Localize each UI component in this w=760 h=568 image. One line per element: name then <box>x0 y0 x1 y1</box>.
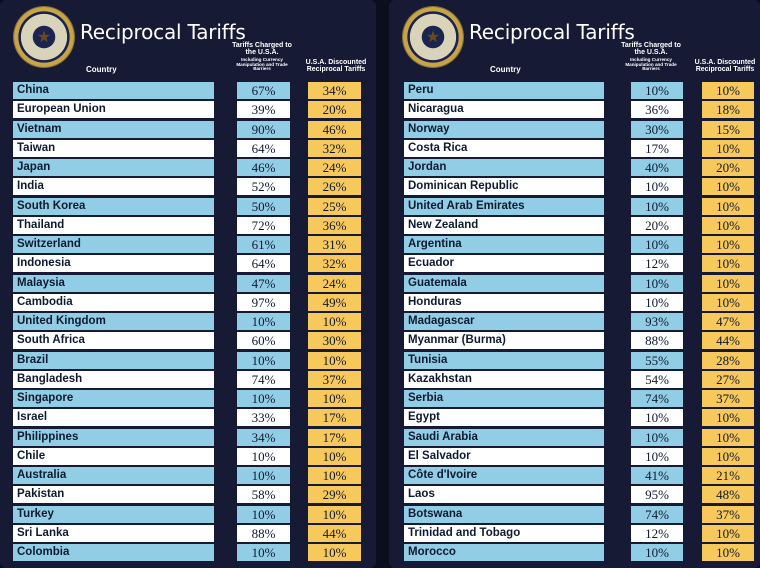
discounted-tariff-cell: 26% <box>308 178 361 195</box>
table-row <box>389 352 760 369</box>
charged-tariff-cell: 30% <box>631 121 683 138</box>
column-header-charged-sub: Including Currency Manipulation and Trade Barriers <box>236 56 288 72</box>
country-cell: Côte d'Ivoire <box>404 467 604 484</box>
country-cell: New Zealand <box>404 217 604 234</box>
charged-tariff-cell: 10% <box>631 429 683 446</box>
discounted-tariff-cell: 10% <box>308 313 361 330</box>
table-row <box>389 140 760 157</box>
column-header-discounted: U.S.A. Discounted Reciprocal Tariffs <box>305 59 367 74</box>
discounted-tariff-cell: 37% <box>308 371 361 388</box>
charged-tariff-cell: 10% <box>237 506 290 523</box>
table-row <box>0 236 376 253</box>
discounted-tariff-cell: 10% <box>702 294 754 311</box>
country-cell: Bangladesh <box>13 371 214 388</box>
table-row <box>389 236 760 253</box>
discounted-tariff-cell: 15% <box>702 121 754 138</box>
country-cell: Kazakhstan <box>404 371 604 388</box>
country-cell: Sri Lanka <box>13 525 214 542</box>
discounted-tariff-cell: 30% <box>308 332 361 349</box>
table-row <box>389 294 760 311</box>
charged-tariff-cell: 10% <box>631 448 683 465</box>
table-row <box>0 313 376 330</box>
table-row <box>389 486 760 503</box>
charged-tariff-cell: 10% <box>631 236 683 253</box>
charged-tariff-cell: 39% <box>237 101 290 118</box>
discounted-tariff-cell: 21% <box>702 467 754 484</box>
discounted-tariff-cell: 10% <box>702 198 754 215</box>
presidential-seal-icon: ★ <box>403 7 463 67</box>
tariff-panel-left <box>0 0 376 568</box>
discounted-tariff-cell: 34% <box>308 82 361 99</box>
discounted-tariff-cell: 28% <box>702 352 754 369</box>
country-cell: European Union <box>13 101 214 118</box>
country-cell: Brazil <box>13 352 214 369</box>
country-cell: Norway <box>404 121 604 138</box>
table-row <box>389 467 760 484</box>
country-cell: Chile <box>13 448 214 465</box>
charged-tariff-cell: 17% <box>631 140 683 157</box>
country-cell: United Kingdom <box>13 313 214 330</box>
country-cell: Malaysia <box>13 275 214 292</box>
table-row <box>389 82 760 99</box>
discounted-tariff-cell: 24% <box>308 275 361 292</box>
charged-tariff-cell: 74% <box>631 506 683 523</box>
charged-tariff-cell: 10% <box>237 313 290 330</box>
discounted-tariff-cell: 48% <box>702 486 754 503</box>
charged-tariff-cell: 47% <box>237 275 290 292</box>
table-row <box>389 255 760 272</box>
discounted-tariff-cell: 46% <box>308 121 361 138</box>
page-title: Reciprocal Tariffs <box>80 20 246 44</box>
table-row <box>0 217 376 234</box>
table-row <box>389 159 760 176</box>
discounted-tariff-cell: 10% <box>308 448 361 465</box>
discounted-tariff-cell: 10% <box>308 352 361 369</box>
table-row <box>389 390 760 407</box>
table-row <box>0 467 376 484</box>
country-cell: Colombia <box>13 544 214 561</box>
charged-tariff-cell: 64% <box>237 140 290 157</box>
charged-tariff-cell: 10% <box>237 467 290 484</box>
country-cell: Taiwan <box>13 140 214 157</box>
charged-tariff-cell: 10% <box>631 275 683 292</box>
table-row <box>0 198 376 215</box>
discounted-tariff-cell: 10% <box>702 525 754 542</box>
country-cell: Costa Rica <box>404 140 604 157</box>
table-row <box>389 313 760 330</box>
discounted-tariff-cell: 10% <box>308 506 361 523</box>
charged-tariff-cell: 12% <box>631 255 683 272</box>
country-cell: Philippines <box>13 429 214 446</box>
page-title: Reciprocal Tariffs <box>469 20 635 44</box>
table-row <box>0 101 376 118</box>
discounted-tariff-cell: 20% <box>702 159 754 176</box>
country-cell: Morocco <box>404 544 604 561</box>
table-row <box>389 217 760 234</box>
table-row <box>0 429 376 446</box>
discounted-tariff-cell: 10% <box>702 409 754 426</box>
country-cell: Singapore <box>13 390 214 407</box>
column-header-charged: Tariffs Charged to the U.S.A. Including Currency Manipulation and Trade Barriers <box>617 42 685 72</box>
table-row <box>0 486 376 503</box>
charged-tariff-cell: 41% <box>631 467 683 484</box>
country-cell: United Arab Emirates <box>404 198 604 215</box>
column-header-country: Country <box>86 65 117 74</box>
charged-tariff-cell: 72% <box>237 217 290 234</box>
charged-tariff-cell: 95% <box>631 486 683 503</box>
table-row <box>0 390 376 407</box>
table-row <box>0 409 376 426</box>
table-row <box>389 332 760 349</box>
column-header-charged-sub: Including Currency Manipulation and Trade Barriers <box>625 56 677 72</box>
discounted-tariff-cell: 47% <box>702 313 754 330</box>
charged-tariff-cell: 50% <box>237 198 290 215</box>
country-cell: Dominican Republic <box>404 178 604 195</box>
country-cell: Nicaragua <box>404 101 604 118</box>
table-row <box>0 275 376 292</box>
table-row <box>0 371 376 388</box>
charged-tariff-cell: 10% <box>237 352 290 369</box>
country-cell: Jordan <box>404 159 604 176</box>
table-row <box>0 448 376 465</box>
table-row <box>389 101 760 118</box>
table-row <box>389 275 760 292</box>
table-row <box>389 429 760 446</box>
charged-tariff-cell: 20% <box>631 217 683 234</box>
discounted-tariff-cell: 10% <box>702 544 754 561</box>
charged-tariff-cell: 88% <box>631 332 683 349</box>
country-cell: El Salvador <box>404 448 604 465</box>
table-row <box>389 198 760 215</box>
table-row <box>0 121 376 138</box>
discounted-tariff-cell: 18% <box>702 101 754 118</box>
country-cell: Myanmar (Burma) <box>404 332 604 349</box>
table-row <box>0 294 376 311</box>
table-row <box>0 159 376 176</box>
charged-tariff-cell: 10% <box>631 82 683 99</box>
charged-tariff-cell: 64% <box>237 255 290 272</box>
discounted-tariff-cell: 10% <box>702 140 754 157</box>
discounted-tariff-cell: 37% <box>702 390 754 407</box>
discounted-tariff-cell: 44% <box>308 525 361 542</box>
table-row <box>0 506 376 523</box>
country-cell: Honduras <box>404 294 604 311</box>
country-cell: Ecuador <box>404 255 604 272</box>
discounted-tariff-cell: 32% <box>308 140 361 157</box>
table-row <box>0 352 376 369</box>
charged-tariff-cell: 97% <box>237 294 290 311</box>
country-cell: Guatemala <box>404 275 604 292</box>
charged-tariff-cell: 10% <box>631 294 683 311</box>
charged-tariff-cell: 10% <box>631 544 683 561</box>
country-cell: Japan <box>13 159 214 176</box>
charged-tariff-cell: 10% <box>631 178 683 195</box>
country-cell: Thailand <box>13 217 214 234</box>
charged-tariff-cell: 46% <box>237 159 290 176</box>
discounted-tariff-cell: 10% <box>702 82 754 99</box>
discounted-tariff-cell: 44% <box>702 332 754 349</box>
charged-tariff-cell: 58% <box>237 486 290 503</box>
charged-tariff-cell: 12% <box>631 525 683 542</box>
table-row <box>0 544 376 561</box>
table-row <box>389 544 760 561</box>
discounted-tariff-cell: 31% <box>308 236 361 253</box>
table-row <box>389 506 760 523</box>
tariff-panel-right <box>389 0 760 568</box>
discounted-tariff-cell: 10% <box>308 544 361 561</box>
charged-tariff-cell: 61% <box>237 236 290 253</box>
country-cell: Egypt <box>404 409 604 426</box>
country-cell: China <box>13 82 214 99</box>
country-cell: Switzerland <box>13 236 214 253</box>
table-row <box>0 82 376 99</box>
table-row <box>0 332 376 349</box>
table-row <box>389 525 760 542</box>
column-header-charged: Tariffs Charged to the U.S.A. Including Currency Manipulation and Trade Barriers <box>228 42 296 72</box>
discounted-tariff-cell: 17% <box>308 429 361 446</box>
table-row <box>0 178 376 195</box>
column-header-discounted: U.S.A. Discounted Reciprocal Tariffs <box>694 59 756 74</box>
country-cell: Pakistan <box>13 486 214 503</box>
table-row <box>389 409 760 426</box>
country-cell: Australia <box>13 467 214 484</box>
discounted-tariff-cell: 10% <box>702 178 754 195</box>
table-row <box>0 525 376 542</box>
table-row <box>389 371 760 388</box>
charged-tariff-cell: 34% <box>237 429 290 446</box>
discounted-tariff-cell: 29% <box>308 486 361 503</box>
charged-tariff-cell: 54% <box>631 371 683 388</box>
charged-tariff-cell: 10% <box>631 409 683 426</box>
discounted-tariff-cell: 10% <box>308 390 361 407</box>
country-cell: Indonesia <box>13 255 214 272</box>
discounted-tariff-cell: 10% <box>308 467 361 484</box>
discounted-tariff-cell: 10% <box>702 448 754 465</box>
charged-tariff-cell: 93% <box>631 313 683 330</box>
table-row <box>0 255 376 272</box>
country-cell: India <box>13 178 214 195</box>
country-cell: Laos <box>404 486 604 503</box>
discounted-tariff-cell: 10% <box>702 275 754 292</box>
country-cell: Turkey <box>13 506 214 523</box>
country-cell: Cambodia <box>13 294 214 311</box>
discounted-tariff-cell: 10% <box>702 255 754 272</box>
country-cell: South Korea <box>13 198 214 215</box>
country-cell: Madagascar <box>404 313 604 330</box>
country-cell: Botswana <box>404 506 604 523</box>
discounted-tariff-cell: 10% <box>702 236 754 253</box>
charged-tariff-cell: 90% <box>237 121 290 138</box>
country-cell: Saudi Arabia <box>404 429 604 446</box>
country-cell: Trinidad and Tobago <box>404 525 604 542</box>
discounted-tariff-cell: 17% <box>308 409 361 426</box>
discounted-tariff-cell: 36% <box>308 217 361 234</box>
discounted-tariff-cell: 37% <box>702 506 754 523</box>
table-row <box>389 121 760 138</box>
charged-tariff-cell: 10% <box>237 544 290 561</box>
discounted-tariff-cell: 27% <box>702 371 754 388</box>
country-cell: Israel <box>13 409 214 426</box>
table-row <box>389 178 760 195</box>
country-cell: Serbia <box>404 390 604 407</box>
discounted-tariff-cell: 49% <box>308 294 361 311</box>
charged-tariff-cell: 36% <box>631 101 683 118</box>
charged-tariff-cell: 67% <box>237 82 290 99</box>
charged-tariff-cell: 52% <box>237 178 290 195</box>
discounted-tariff-cell: 24% <box>308 159 361 176</box>
presidential-seal-icon: ★ <box>14 7 74 67</box>
charged-tariff-cell: 55% <box>631 352 683 369</box>
country-cell: Argentina <box>404 236 604 253</box>
table-row <box>389 448 760 465</box>
country-cell: South Africa <box>13 332 214 349</box>
country-cell: Peru <box>404 82 604 99</box>
charged-tariff-cell: 10% <box>237 390 290 407</box>
table-row <box>0 140 376 157</box>
charged-tariff-cell: 40% <box>631 159 683 176</box>
country-cell: Vietnam <box>13 121 214 138</box>
charged-tariff-cell: 74% <box>631 390 683 407</box>
discounted-tariff-cell: 25% <box>308 198 361 215</box>
charged-tariff-cell: 10% <box>631 198 683 215</box>
charged-tariff-cell: 60% <box>237 332 290 349</box>
discounted-tariff-cell: 20% <box>308 101 361 118</box>
discounted-tariff-cell: 32% <box>308 255 361 272</box>
charged-tariff-cell: 74% <box>237 371 290 388</box>
column-header-country: Country <box>490 65 521 74</box>
charged-tariff-cell: 33% <box>237 409 290 426</box>
country-cell: Tunisia <box>404 352 604 369</box>
charged-tariff-cell: 10% <box>237 448 290 465</box>
charged-tariff-cell: 88% <box>237 525 290 542</box>
discounted-tariff-cell: 10% <box>702 429 754 446</box>
discounted-tariff-cell: 10% <box>702 217 754 234</box>
